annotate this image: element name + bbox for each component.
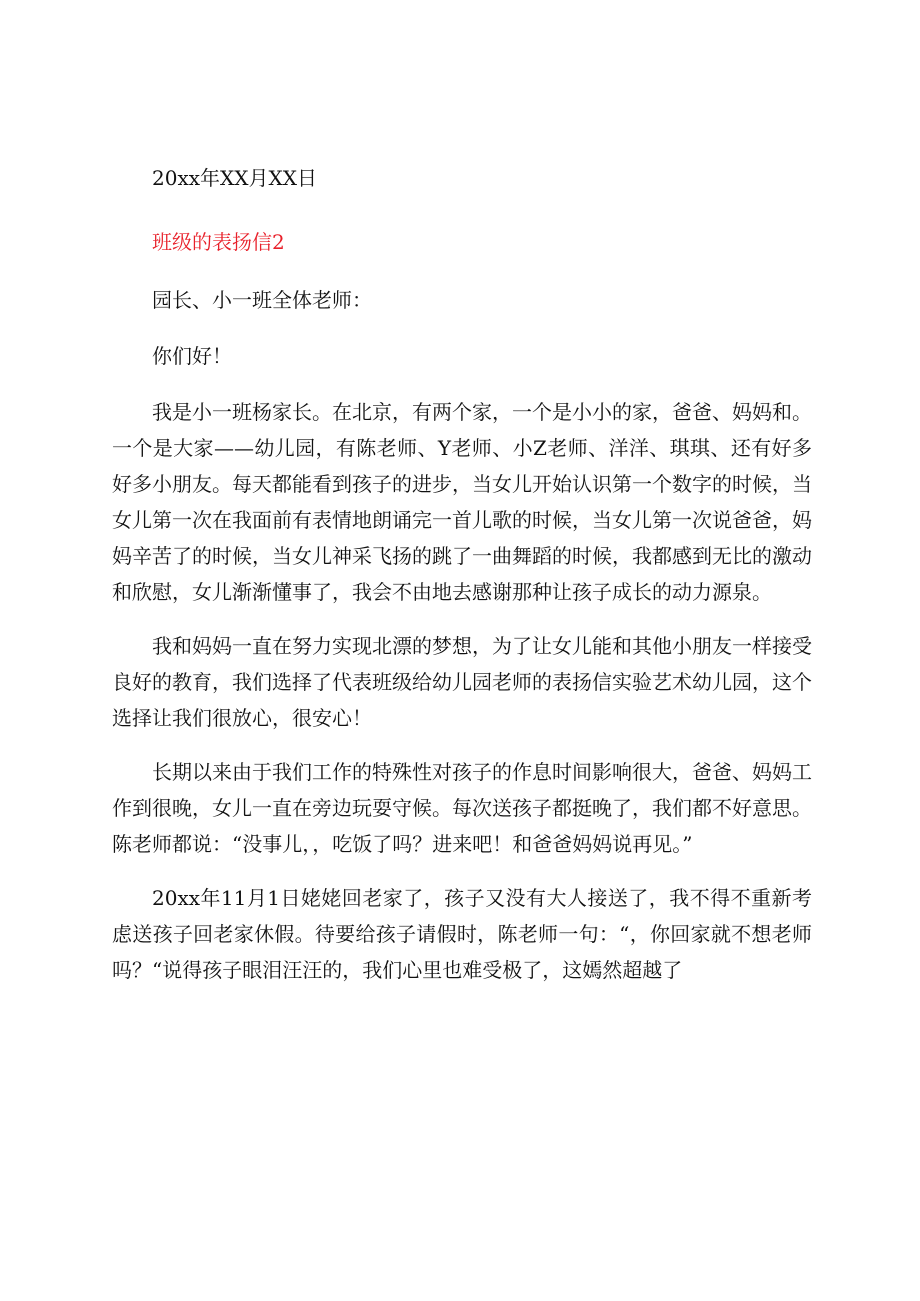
letter-date: 20xx年XX月XX日 xyxy=(152,166,317,190)
body-paragraph: 我是小一班杨家长。在北京，有两个家，一个是小小的家，爸爸、妈妈和。一个是大家——幼儿园，有陈老师、Y老师、小Z老师、洋洋、琪琪、还有好多好多小朋友。每天都能看到孩子的进步，当女儿开始认识第一个数字的时候，当女儿第一次在我面前有表情地朗诵完一首儿歌的时候，当女儿第一次说爸爸，妈妈辛苦了的时候，当女儿神采飞扬的跳了一曲舞蹈的时候，我都感到无比的激动和欣慰，女儿渐渐懂事了，我会不由地去感谢那种让孩子成长的动力源泉。 xyxy=(112,400,812,604)
body-paragraph: 20xx年11月1日姥姥回老家了，孩子又没有大人接送了，我不得不重新考虑送孩子回老家休假。待要给孩子请假时，陈老师一句：“，你回家就不想老师吗？“说得孩子眼泪汪汪的，我们心里也难受极了，这嫣然超越了 xyxy=(112,886,812,982)
letter-title: 班级的表扬信2 xyxy=(152,230,285,254)
letter-greeting: 你们好！ xyxy=(152,344,232,368)
body-paragraph: 我和妈妈一直在努力实现北漂的梦想，为了让女儿能和其他小朋友一样接受良好的教育，我们选择了代表班级给幼儿园老师的表扬信实验艺术幼儿园，这个选择让我们很放心，很安心！ xyxy=(112,634,812,730)
body-paragraph: 长期以来由于我们工作的特殊性对孩子的作息时间影响很大，爸爸、妈妈工作到很晚，女儿一直在旁边玩耍守候。每次送孩子都挺晚了，我们都不好意思。陈老师都说：“没事儿，，吃饭了吗？进来吧！和爸爸妈妈说再见。” xyxy=(112,760,812,856)
letter-salutation: 园长、小一班全体老师： xyxy=(152,288,372,312)
document-body xyxy=(112,160,812,1006)
